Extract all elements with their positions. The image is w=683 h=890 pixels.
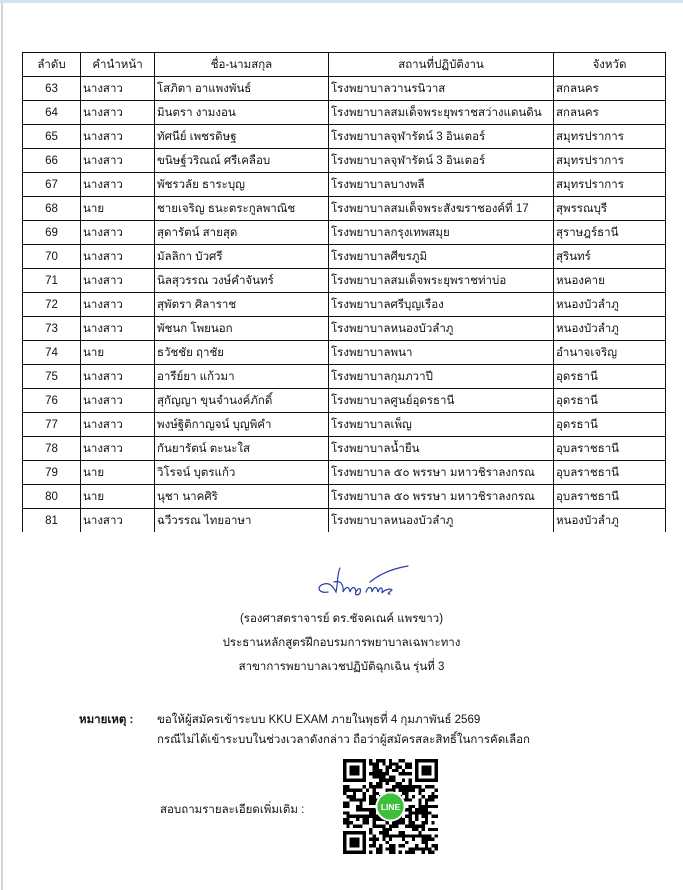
row-province: สกลนคร — [554, 77, 666, 101]
row-province: สกลนคร — [554, 101, 666, 125]
row-prefix: นางสาว — [81, 173, 155, 197]
row-prefix: นางสาว — [81, 413, 155, 437]
header-workplace: สถานที่ปฏิบัติงาน — [329, 53, 554, 77]
row-workplace: โรงพยาบาลสมเด็จพระยุพราชสว่างแดนดิน — [329, 101, 554, 125]
row-workplace: โรงพยาบาลศีขรภูมิ — [329, 245, 554, 269]
row-workplace: โรงพยาบาลจุฬารัตน์ 3 อินเตอร์ — [329, 125, 554, 149]
row-workplace: โรงพยาบาลหนองบัวลำภู — [329, 317, 554, 341]
table-row — [23, 413, 666, 437]
signatory-title: ประธานหลักสูตรฝึกอบรมการพยาบาลเฉพาะทาง — [222, 637, 461, 649]
candidate-table — [22, 52, 666, 532]
row-order: 74 — [23, 341, 81, 365]
table-row — [23, 245, 666, 269]
row-province: อุดรธานี — [554, 413, 666, 437]
signature-image — [310, 562, 410, 602]
row-prefix: นางสาว — [81, 437, 155, 461]
table-row — [23, 341, 666, 365]
row-prefix: นางสาว — [81, 149, 155, 173]
row-prefix: นางสาว — [81, 317, 155, 341]
row-prefix: นางสาว — [81, 245, 155, 269]
row-name: อารีย์ยา แก้วมา — [155, 365, 329, 389]
table-row — [23, 197, 666, 221]
row-province: สุราษฎร์ธานี — [554, 221, 666, 245]
table-row — [23, 173, 666, 197]
row-order: 71 — [23, 269, 81, 293]
row-name: สุดารัตน์ สายสุด — [155, 221, 329, 245]
row-prefix: นางสาว — [81, 293, 155, 317]
row-workplace: โรงพยาบาลสมเด็จพระสังฆราชองค์ที่ 17 — [329, 197, 554, 221]
row-province: อุบลราชธานี — [554, 437, 666, 461]
row-order: 76 — [23, 389, 81, 413]
row-workplace: โรงพยาบาลบางพลี — [329, 173, 554, 197]
table-row — [23, 389, 666, 413]
table-row — [23, 317, 666, 341]
header-prefix: คำนำหน้า — [81, 53, 155, 77]
row-province: สุรินทร์ — [554, 245, 666, 269]
row-prefix: นางสาว — [81, 365, 155, 389]
row-prefix: นางสาว — [81, 389, 155, 413]
row-prefix: นาย — [81, 461, 155, 485]
row-workplace: โรงพยาบาลศูนย์อุดรธานี — [329, 389, 554, 413]
row-prefix: นาย — [81, 485, 155, 509]
row-order: 63 — [23, 77, 81, 101]
row-workplace: โรงพยาบาล ๕๐ พรรษา มหาวชิราลงกรณ — [329, 485, 554, 509]
table-row — [23, 293, 666, 317]
row-order: 64 — [23, 101, 81, 125]
row-workplace: โรงพยาบาล ๕๐ พรรษา มหาวชิราลงกรณ — [329, 461, 554, 485]
header-name: ชื่อ-นามสกุล — [155, 53, 329, 77]
table-row — [23, 461, 666, 485]
row-workplace: โรงพยาบาลสมเด็จพระยุพราชท่าบ่อ — [329, 269, 554, 293]
row-province: สมุทรปราการ — [554, 125, 666, 149]
line-logo-text: LINE — [380, 802, 401, 813]
row-province: อุบลราชธานี — [554, 485, 666, 509]
row-province: หนองคาย — [554, 269, 666, 293]
row-name: ธวัชชัย ฤาชัย — [155, 341, 329, 365]
table-row — [23, 221, 666, 245]
note-label: หมายเหตุ : — [79, 714, 134, 726]
row-workplace: โรงพยาบาลจุฬารัตน์ 3 อินเตอร์ — [329, 149, 554, 173]
row-prefix: นางสาว — [81, 509, 155, 533]
row-prefix: นางสาว — [81, 77, 155, 101]
row-name: สุพัตรา ศิลาราช — [155, 293, 329, 317]
row-order: 80 — [23, 485, 81, 509]
table-row — [23, 77, 666, 101]
row-order: 81 — [23, 509, 81, 533]
row-province: อุดรธานี — [554, 389, 666, 413]
row-workplace: โรงพยาบาลน้ำยืน — [329, 437, 554, 461]
note-line-2: กรณีไม่ได้เข้าระบบในช่วงเวลาดังกล่าว ถือว่าผู้สมัครสละสิทธิ์ในการคัดเลือก — [157, 734, 531, 746]
row-prefix: นางสาว — [81, 269, 155, 293]
row-province: อุบลราชธานี — [554, 461, 666, 485]
line-qr-code[interactable] — [343, 759, 438, 854]
row-name: พงษ์ฐิติกาญจน์ บุญพิคำ — [155, 413, 329, 437]
row-order: 79 — [23, 461, 81, 485]
row-name: มัลลิกา บัวศรี — [155, 245, 329, 269]
viewer-top-bar — [0, 0, 683, 3]
row-order: 65 — [23, 125, 81, 149]
row-order: 68 — [23, 197, 81, 221]
row-prefix: นาย — [81, 341, 155, 365]
row-name: วิโรจน์ บุตรแก้ว — [155, 461, 329, 485]
row-order: 69 — [23, 221, 81, 245]
table-row — [23, 437, 666, 461]
row-order: 78 — [23, 437, 81, 461]
row-workplace: โรงพยาบาลวานรนิวาส — [329, 77, 554, 101]
row-province: อุดรธานี — [554, 365, 666, 389]
signatory-program: สาขาการพยาบาลเวชปฏิบัติฉุกเฉิน รุ่นที่ 3 — [238, 661, 445, 673]
row-name: พัชรวลัย ธาระบุญ — [155, 173, 329, 197]
row-province: สุพรรณบุรี — [554, 197, 666, 221]
row-order: 66 — [23, 149, 81, 173]
row-name: กันยารัตน์ ตะนะใส — [155, 437, 329, 461]
signatory-name: (รองศาสตราจารย์ ดร.ชัจคเณค์ แพรขาว) — [239, 613, 444, 625]
header-province: จังหวัด — [554, 53, 666, 77]
table-row — [23, 101, 666, 125]
row-name: พัชนก โพยนอก — [155, 317, 329, 341]
header-order: ลำดับ — [23, 53, 81, 77]
row-name: นิลสุวรรณ วงษ์คำจันทร์ — [155, 269, 329, 293]
row-prefix: นางสาว — [81, 221, 155, 245]
row-order: 77 — [23, 413, 81, 437]
row-province: หนองบัวลำภู — [554, 509, 666, 533]
table-header-row — [23, 53, 666, 77]
row-order: 75 — [23, 365, 81, 389]
row-order: 72 — [23, 293, 81, 317]
contact-label: สอบถามรายละเอียดเพิ่มเติม : — [160, 804, 305, 816]
row-province: สมุทรปราการ — [554, 149, 666, 173]
row-name: ขนิษฐ์วริณณ์ ศรีเคลือบ — [155, 149, 329, 173]
row-name: มินตรา งามงอน — [155, 101, 329, 125]
row-name: โสภิตา อาแพงพันธ์ — [155, 77, 329, 101]
row-name: ฉวีวรรณ ไทยอาษา — [155, 509, 329, 533]
row-province: หนองบัวลำภู — [554, 317, 666, 341]
row-workplace: โรงพยาบาลกุมภวาปี — [329, 365, 554, 389]
row-workplace: โรงพยาบาลเพ็ญ — [329, 413, 554, 437]
row-name: ทัศนีย์ เพชรดิษฐ — [155, 125, 329, 149]
table-row — [23, 365, 666, 389]
row-order: 73 — [23, 317, 81, 341]
table-row — [23, 269, 666, 293]
row-workplace: โรงพยาบาลพนา — [329, 341, 554, 365]
row-province: สมุทรปราการ — [554, 173, 666, 197]
row-workplace: โรงพยาบาลกรุงเทพสมุย — [329, 221, 554, 245]
table-row — [23, 149, 666, 173]
row-name: สุกัญญา ขุนจำนงค์ภักดิ์ — [155, 389, 329, 413]
table-row — [23, 485, 666, 509]
page-left-edge — [1, 3, 3, 890]
row-province: อำนาจเจริญ — [554, 341, 666, 365]
row-prefix: นางสาว — [81, 125, 155, 149]
row-name: ชายเจริญ ธนะตระกูลพาณิช — [155, 197, 329, 221]
row-workplace: โรงพยาบาลศรีบุญเรือง — [329, 293, 554, 317]
row-workplace: โรงพยาบาลหนองบัวลำภู — [329, 509, 554, 533]
row-prefix: นาย — [81, 197, 155, 221]
note-line-1: ขอให้ผู้สมัครเข้าระบบ KKU EXAM ภายในพุธที่ 4 กุมภาพันธ์ 2569 — [157, 714, 481, 726]
row-prefix: นางสาว — [81, 101, 155, 125]
row-province: หนองบัวลำภู — [554, 293, 666, 317]
row-name: นุชา นาคศิริ — [155, 485, 329, 509]
table-row — [23, 509, 666, 533]
row-order: 67 — [23, 173, 81, 197]
table-row — [23, 125, 666, 149]
row-order: 70 — [23, 245, 81, 269]
